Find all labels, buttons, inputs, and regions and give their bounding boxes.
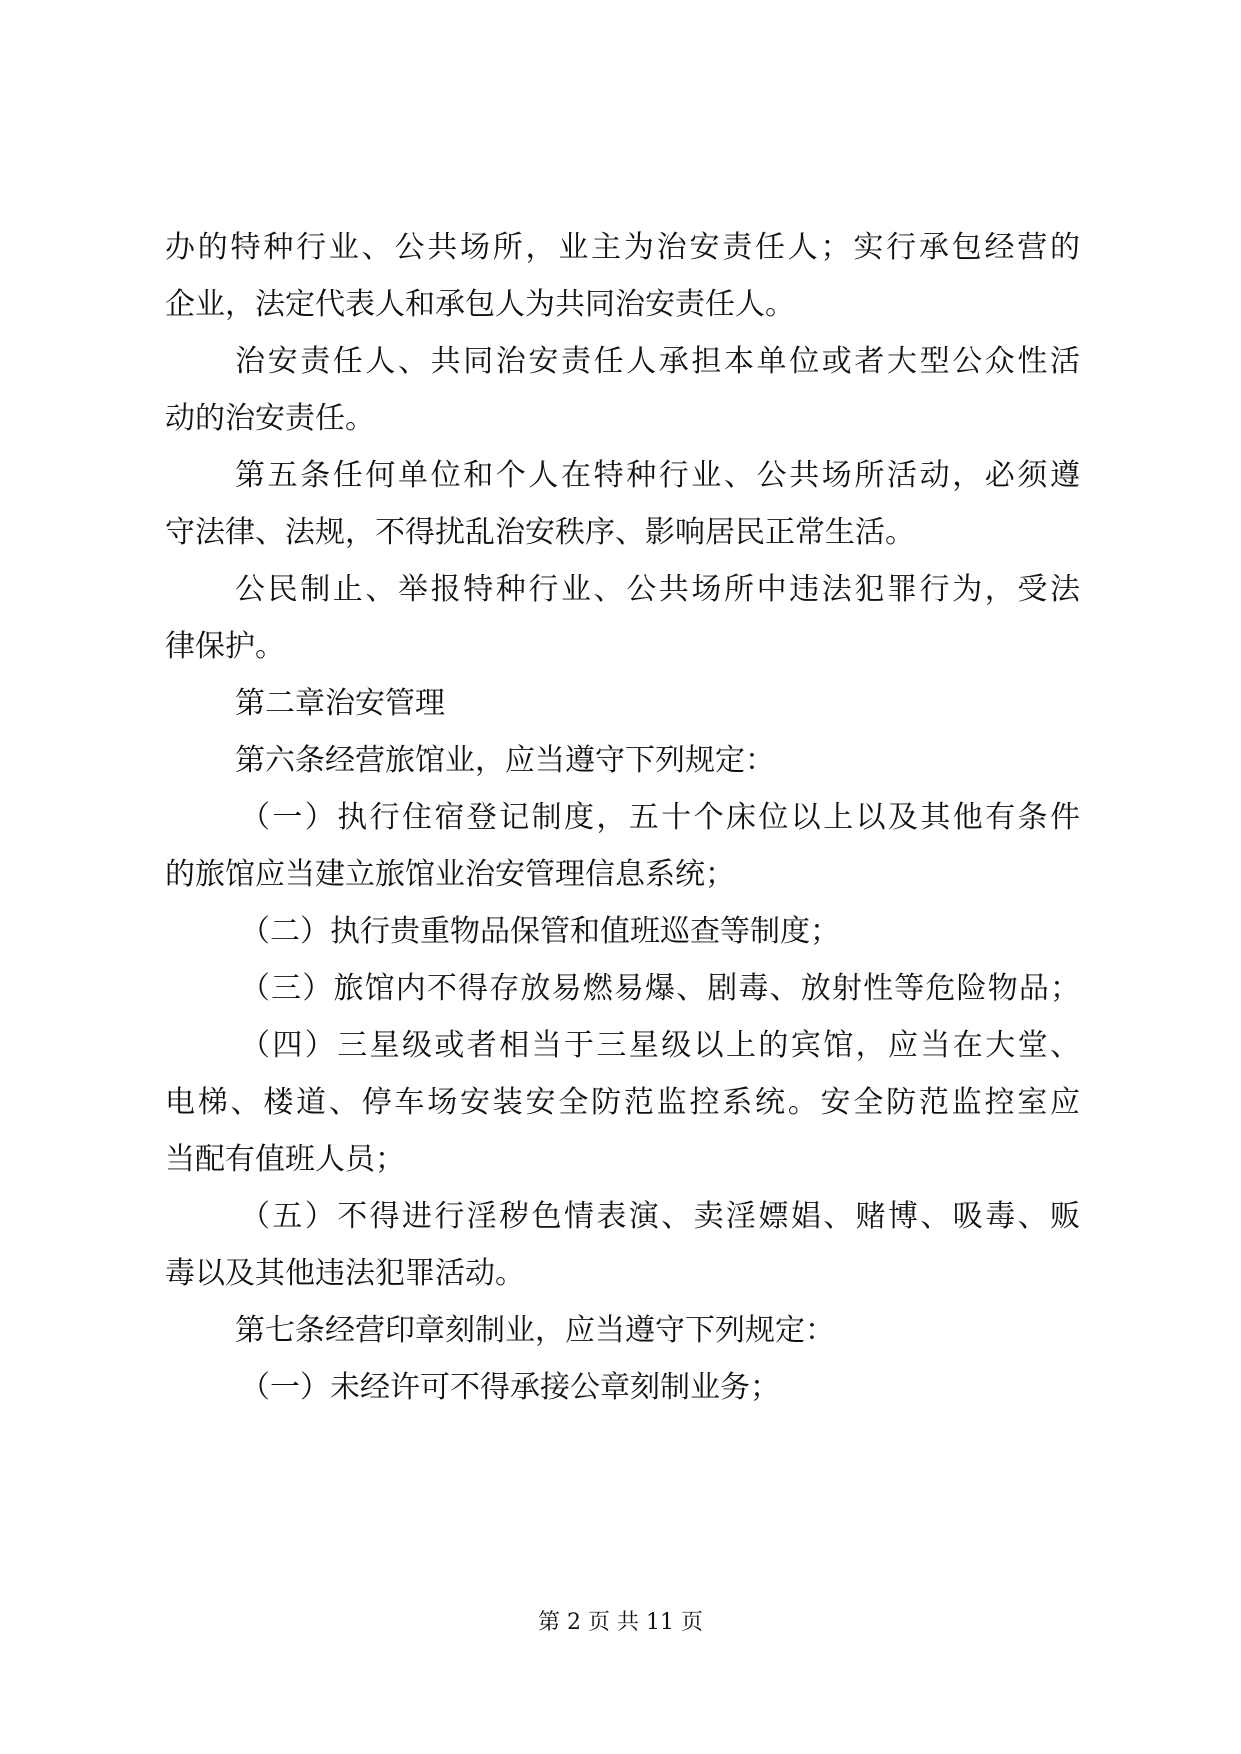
text-line: 第七条经营印章刻制业，应当遵守下列规定： [235, 1313, 835, 1348]
text-line: 公民制止、举报特种行业、公共场所中违法犯罪行为，受法 [235, 572, 1080, 607]
text-line: 毒以及其他违法犯罪活动。 [165, 1256, 525, 1291]
text-line: 治安责任人、共同治安责任人承担本单位或者大型公众性活 [235, 344, 1080, 379]
text-line: （三）旅馆内不得存放易燃易爆、剧毒、放射性等危险物品； [240, 971, 1080, 1006]
text-line: 办的特种行业、公共场所，业主为治安责任人；实行承包经营的 [165, 230, 1080, 265]
text-line: 电梯、楼道、停车场安装安全防范监控系统。安全防范监控室应 [165, 1085, 1080, 1120]
text-line: 守法律、法规，不得扰乱治安秩序、影响居民正常生活。 [165, 515, 915, 550]
text-line: 动的治安责任。 [165, 401, 375, 436]
text-line: 企业，法定代表人和承包人为共同治安责任人。 [165, 287, 795, 322]
text-line: （一）未经许可不得承接公章刻制业务； [240, 1370, 780, 1405]
chapter-heading: 第二章治安管理 [235, 686, 445, 721]
text-line: 的旅馆应当建立旅馆业治安管理信息系统； [165, 857, 735, 892]
text-line: 当配有值班人员； [165, 1142, 405, 1177]
text-line: （四）三星级或者相当于三星级以上的宾馆，应当在大堂、 [240, 1028, 1080, 1063]
text-line: （五）不得进行淫秽色情表演、卖淫嫖娼、赌博、吸毒、贩 [240, 1199, 1080, 1234]
text-line: 律保护。 [165, 629, 285, 664]
text-line: 第六条经营旅馆业，应当遵守下列规定： [235, 743, 775, 778]
page-indicator: 第 2 页 共 11 页 [538, 1610, 703, 1635]
text-line: （一）执行住宿登记制度，五十个床位以上以及其他有条件 [240, 800, 1080, 835]
text-line: 第五条任何单位和个人在特种行业、公共场所活动，必须遵 [235, 458, 1080, 493]
text-line: （二）执行贵重物品保管和值班巡查等制度； [240, 914, 840, 949]
